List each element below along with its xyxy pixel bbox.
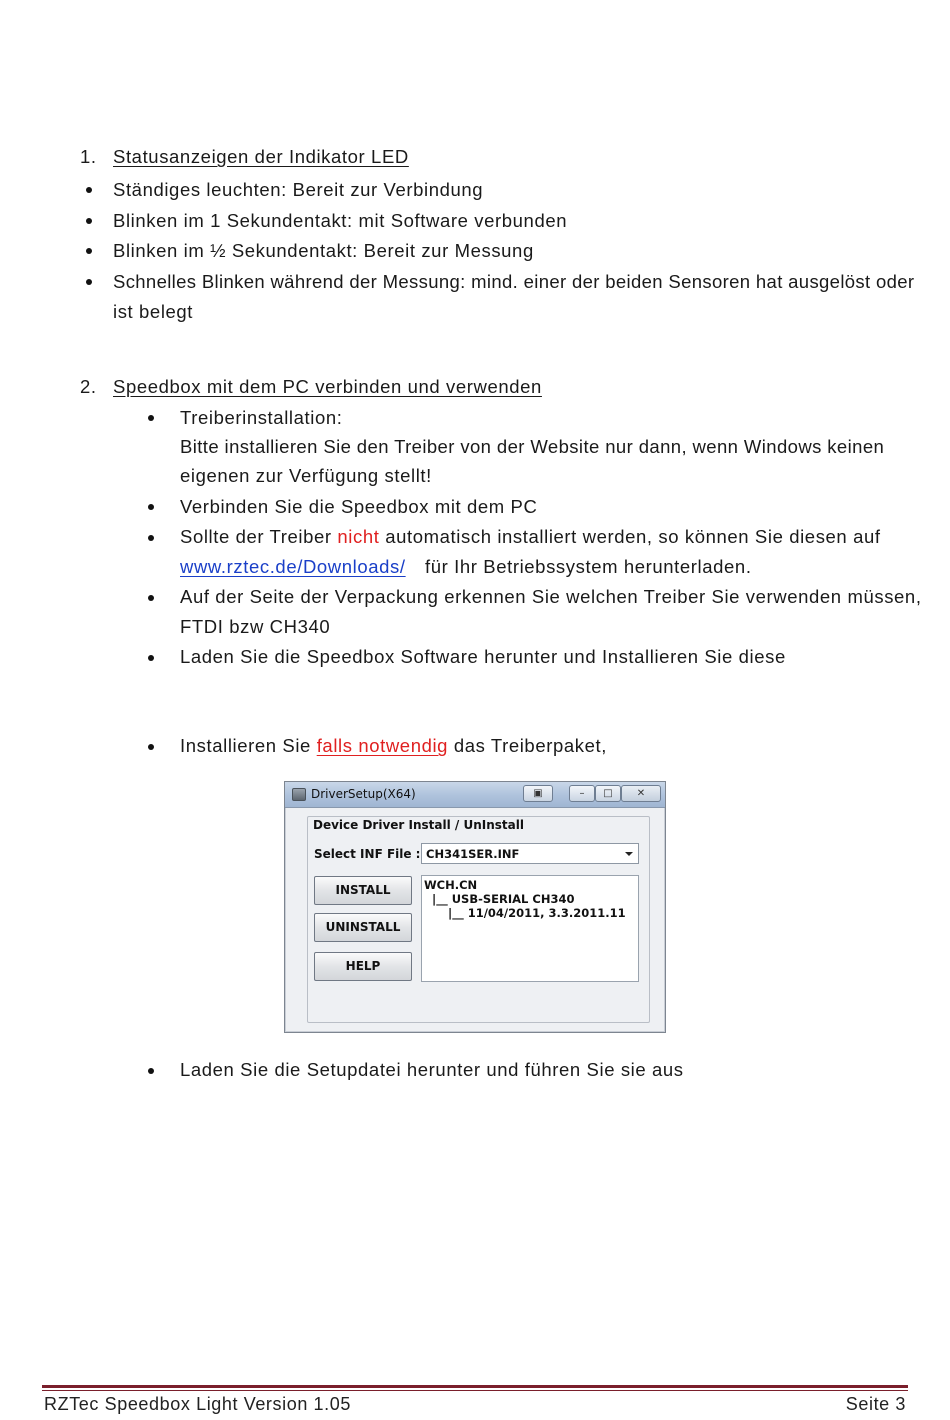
bullet (86, 279, 92, 285)
bullet (86, 218, 92, 224)
uninstall-button[interactable]: UNINSTALL (314, 913, 412, 942)
highlight-nicht: nicht (337, 526, 380, 547)
list-item: Laden Sie die Speedbox Software herunter und Installieren Sie diese (180, 646, 786, 667)
text-segment: automatisch installiert werden, so können Sie diesen auf (379, 526, 881, 547)
install-button[interactable]: INSTALL (314, 876, 412, 905)
inf-file-select[interactable] (421, 843, 639, 864)
section1-heading: Statusanzeigen der Indikator LED (113, 146, 409, 167)
minimize-icon[interactable]: – (569, 785, 595, 802)
group-label: Device Driver Install / UnInstall (313, 818, 524, 832)
text-segment: das Treiberpaket, (448, 735, 607, 756)
driver-installation-title: Treiberinstallation: (180, 407, 343, 428)
select-inf-label: Select INF File : (314, 847, 421, 861)
list-item: Auf der Seite der Verpackung erkennen Sie welchen Treiber Sie verwenden müssen, (180, 586, 922, 607)
bullet (86, 187, 92, 193)
driver-installation-text: eigenen zur Verfügung stellt! (180, 465, 432, 486)
list-item: Blinken im ½ Sekundentakt: Bereit zur Messung (113, 240, 534, 261)
footer-rule (42, 1385, 908, 1388)
footer-title: RZTec Speedbox Light Version 1.05 (44, 1394, 351, 1414)
bullet (148, 1068, 154, 1074)
bullet (148, 535, 154, 541)
driver-info-box (421, 875, 639, 982)
chevron-down-icon (625, 852, 633, 856)
bullet (148, 504, 154, 510)
dialog-title: DriverSetup(X64) (311, 787, 416, 801)
bullet (148, 595, 154, 601)
inf-file-value: CH341SER.INF (426, 847, 520, 861)
highlight-falls-notwendig: falls notwendig (316, 735, 449, 756)
text-segment: Installieren Sie (180, 735, 317, 756)
text-segment: Sollte der Treiber (180, 526, 338, 547)
driver-info-line: WCH.CN (424, 878, 478, 892)
downloads-link[interactable]: www.rztec.de/Downloads/ (180, 556, 406, 577)
driver-setup-dialog (284, 781, 666, 1033)
driver-installation-text: Bitte installieren Sie den Treiber von der Website nur dann, wenn Windows keinen (180, 436, 885, 457)
list-item (180, 731, 607, 761)
footer-rule-thin (42, 1390, 908, 1391)
bullet (86, 248, 92, 254)
bullet (148, 655, 154, 661)
list-item: Schnelles Blinken während der Messung: mind. einer der beiden Sensoren hat ausgelöst oder (113, 271, 915, 292)
section1-number: 1. (80, 146, 97, 167)
list-item: Laden Sie die Setupdatei herunter und führen Sie sie aus (180, 1059, 684, 1080)
close-icon[interactable]: ✕ (621, 785, 661, 802)
list-item-continuation: für Ihr Betriebssystem herunterladen. (425, 556, 752, 577)
driver-info-line: |__ USB-SERIAL CH340 (424, 892, 575, 906)
driver-info-line: |__ 11/04/2011, 3.3.2011.11 (424, 906, 626, 920)
screen-icon[interactable]: ▣ (523, 785, 553, 802)
list-item: Ständiges leuchten: Bereit zur Verbindung (113, 179, 484, 200)
list-item (180, 522, 881, 552)
page-number: Seite 3 (845, 1394, 906, 1414)
list-item: Blinken im 1 Sekundentakt: mit Software verbunden (113, 210, 568, 231)
maximize-icon[interactable]: □ (595, 785, 621, 802)
list-item: Verbinden Sie die Speedbox mit dem PC (180, 496, 538, 517)
help-button[interactable]: HELP (314, 952, 412, 981)
list-item-continuation: ist belegt (113, 301, 194, 322)
bullet (148, 744, 154, 750)
dialog-titlebar (285, 782, 665, 808)
app-icon (292, 788, 306, 801)
bullet (148, 415, 154, 421)
section2-heading: Speedbox mit dem PC verbinden und verwenden (113, 376, 542, 397)
list-item-continuation: FTDI bzw CH340 (180, 616, 331, 637)
section2-number: 2. (80, 376, 97, 397)
